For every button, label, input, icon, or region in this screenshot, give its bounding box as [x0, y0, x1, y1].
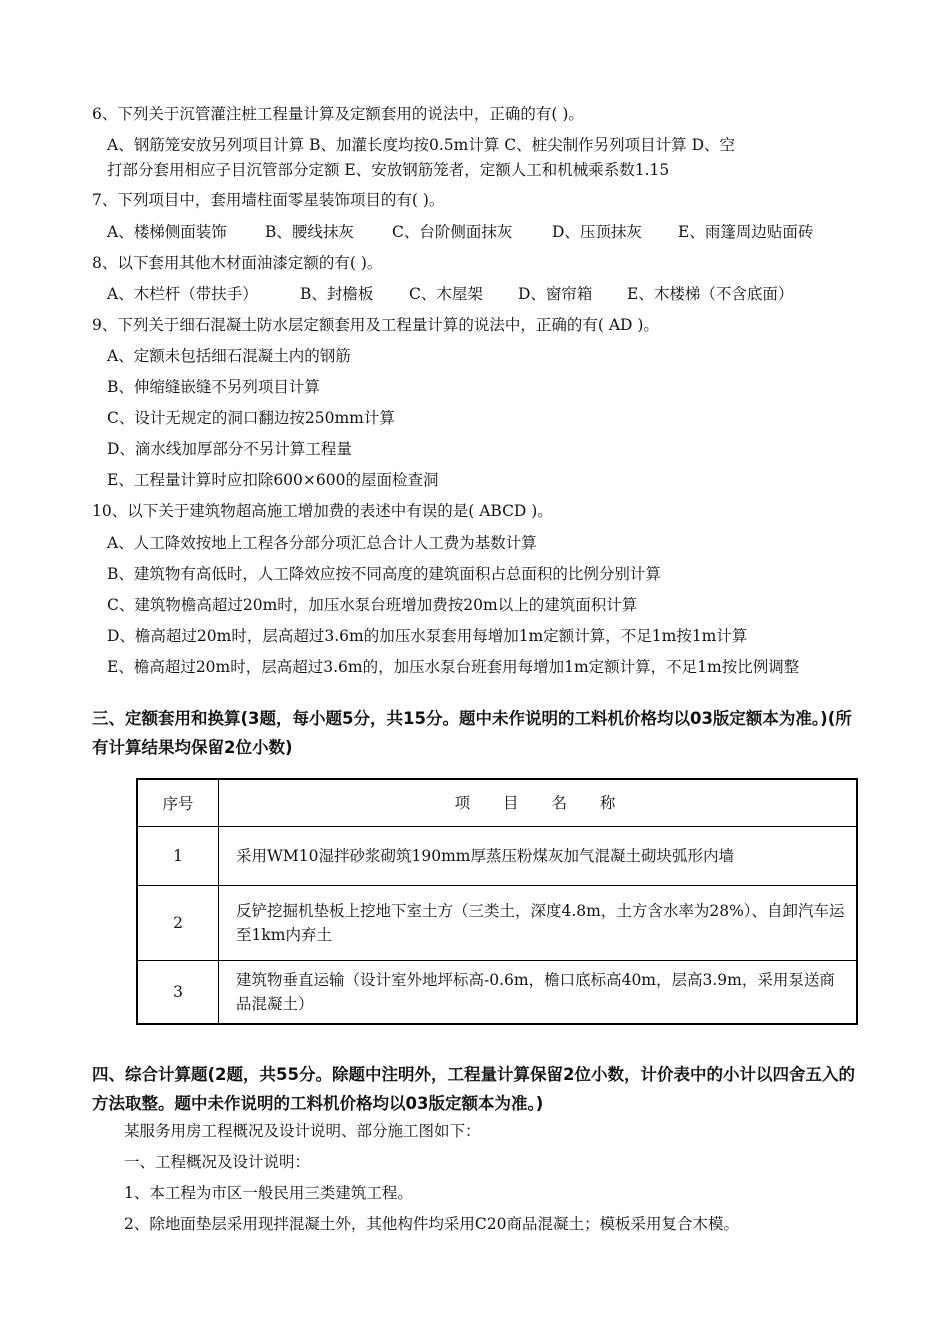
- question-9-stem: 9、下列关于细石混凝土防水层定额套用及工程量计算的说法中，正确的有( AD )。: [92, 316, 659, 334]
- question-10-stem: 10、以下关于建筑物超高施工增加费的表述中有误的是( ABCD )。: [92, 502, 553, 520]
- option-d: D、窗帘箱: [518, 285, 593, 303]
- table-row: [137, 827, 857, 886]
- question-6-stem: 6、下列关于沉管灌注桩工程量计算及定额套用的说法中，正确的有( )。: [92, 105, 584, 123]
- question-10-option-c: C、建筑物檐高超过20m时，加压水泵台班增加费按20m以上的建筑面积计算: [107, 596, 638, 614]
- question-10-option-a: A、人工降效按地上工程各分部分项汇总合计人工费为基数计算: [107, 534, 537, 552]
- row-number: 3: [137, 961, 219, 1024]
- question-10-option-b: B、建筑物有高低时，人工降效应按不同高度的建筑面积占总面积的比例分别计算: [107, 565, 661, 583]
- section-3-heading: 三、定额套用和换算(3题，每小题5分，共15分。题中未作说明的工料机价格均以03版定额本为准。)(所有计算结果均保留2位小数): [92, 709, 852, 757]
- question-6-options-line2: 打部分套用相应子目沉管部分定额 E、安放钢筋笼者，定额人工和机械乘系数1.15: [107, 161, 670, 179]
- table-row: [137, 886, 857, 961]
- question-9-option-b: B、伸缩缝嵌缝不另列项目计算: [107, 378, 320, 396]
- question-9-option-a: A、定额未包括细石混凝土内的钢筋: [107, 347, 351, 365]
- option-e: E、木楼梯（不含底面）: [627, 285, 794, 303]
- row-number: 2: [137, 886, 219, 961]
- question-8-stem: 8、以下套用其他木材面油漆定额的有( )。: [92, 254, 383, 272]
- section-4-heading: 四、综合计算题(2题，共55分。除题中注明外，工程量计算保留2位小数，计价表中的小计以四舍五入的方法取整。题中未作说明的工料机价格均以03版定额本为准。): [92, 1065, 855, 1113]
- header-name: 项 目 名 称: [219, 779, 858, 827]
- question-7-stem: 7、下列项目中，套用墙柱面零星装饰项目的有( )。: [92, 191, 445, 209]
- option-b: B、腰线抹灰: [265, 223, 354, 241]
- section-4-item-1: 1、本工程为市区一般民用三类建筑工程。: [124, 1184, 413, 1202]
- question-10-option-e: E、檐高超过20m时，层高超过3.6m的，加压水泵台班套用每增加1m定额计算，不足1m按比例调整: [107, 658, 800, 676]
- row-item-name: 建筑物垂直运输（设计室外地坪标高-0.6m，檐口底标高40m，层高3.9m，采用泵送商品混凝土）: [219, 961, 858, 1024]
- row-number: 1: [137, 827, 219, 886]
- option-a: A、木栏杆（带扶手）: [107, 285, 258, 303]
- section-4-item-2: 2、除地面垫层采用现拌混凝土外，其他构件均采用C20商品混凝土；模板采用复合木模。: [124, 1215, 739, 1233]
- row-item-name: 反铲挖掘机垫板上挖地下室土方（三类土，深度4.8m，土方含水率为28%）、自卸汽车运至1km内弃土: [219, 886, 858, 961]
- question-9-option-d: D、滴水线加厚部分不另计算工程量: [107, 440, 352, 458]
- row-item-name: 采用WM10湿拌砂浆砌筑190mm厚蒸压粉煤灰加气混凝土砌块弧形内墙: [219, 827, 858, 886]
- question-7-options: [107, 222, 813, 242]
- option-c: C、台阶侧面抹灰: [392, 223, 513, 241]
- section-4-subheading: 一、工程概况及设计说明：: [124, 1153, 311, 1171]
- question-10-option-d: D、檐高超过20m时，层高超过3.6m的加压水泵套用每增加1m定额计算，不足1m按1m计算: [107, 627, 748, 645]
- question-9-option-c: C、设计无规定的洞口翻边按250mm计算: [107, 409, 395, 427]
- section-4-intro: 某服务用房工程概况及设计说明、部分施工图如下：: [124, 1122, 481, 1140]
- table-header-row: [137, 779, 857, 827]
- question-8-options: [107, 284, 793, 304]
- question-9-option-e: E、工程量计算时应扣除600×600的屋面检查洞: [107, 471, 439, 489]
- option-e: E、雨篷周边贴面砖: [678, 223, 814, 241]
- quota-items-table: [136, 778, 858, 1025]
- option-a: A、楼梯侧面装饰: [107, 223, 227, 241]
- question-6-options-line1: A、钢筋笼安放另列项目计算 B、加灌长度均按0.5m计算 C、桩尖制作另列项目计算 D、空: [107, 136, 736, 154]
- option-b: B、封檐板: [300, 285, 374, 303]
- option-d: D、压顶抹灰: [552, 223, 642, 241]
- header-no: 序号: [137, 779, 219, 827]
- table-row: [137, 961, 857, 1024]
- option-c: C、木屋架: [409, 285, 483, 303]
